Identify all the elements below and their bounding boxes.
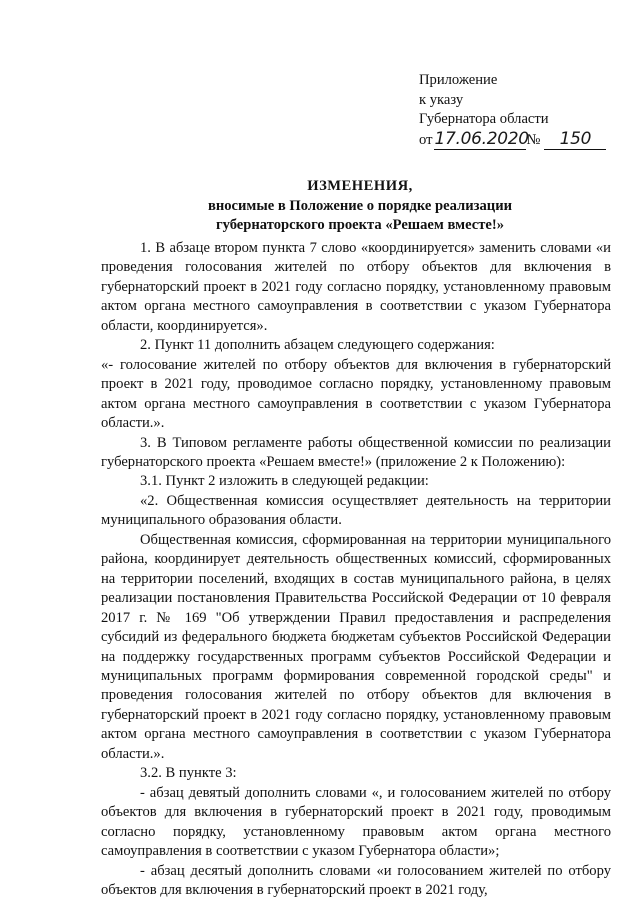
title-main: ИЗМЕНЕНИЯ, [307, 178, 413, 194]
paragraph: 1. В абзаце втором пункта 7 слово «координируется» заменить словами «и проведения голосования жителей по отбору объектов для включения в губернаторский проект в 2021 году согласно порядку, установленному правовым актом органа местного самоуправления в соответствии с указом Губернатора области, координируется». [101, 240, 611, 334]
appendix-block [419, 71, 606, 150]
paragraph: 3. В Типовом регламенте работы общественной комиссии по реализации губернаторского проекта «Решаем вместе!» (приложение 2 к Положению): [101, 434, 611, 470]
appendix-authority: Губернатора области [419, 111, 549, 127]
document-body [101, 239, 611, 900]
appendix-label: Приложение [419, 72, 498, 88]
paragraph: 3.2. В пункте 3: [140, 765, 237, 782]
title-subtitle-line-1: вносимые в Положение о порядке реализации [207, 197, 513, 214]
title-subtitle-line-2: губернаторского проекта «Решаем вместе!» [215, 217, 505, 233]
date-prefix: от [419, 131, 433, 148]
paragraph: - абзац десятый дополнить словами «и голосованием жителей по отбору объектов для включения в губернаторский проект в 2021 году, [101, 862, 611, 898]
paragraph: Общественная комиссия, сформированная на территории муниципального района, координирует деятельность общественных комиссий, сформированных на территории поселений, входящих в состав муниципального района, в целях реализации постановления Правительства Российской Федерации от 10 февраля 2017 г. № 169 "Об утверждении Правил предоставления и распределения субсидий из федерального бюджета бюджетам субъектов Российской Федерации на поддержку государственных программ субъектов Российской Федерации и муниципальных программ формирования современной городской среды" и проведения голосования жителей по отбору объектов для включения в губернаторский проект в 2021 году согласно порядку, установленному правовым актом органа местного самоуправления в соответствии с указом Губернатора области.». [101, 531, 611, 762]
handwritten-number: 150 [544, 130, 606, 151]
handwritten-date: 17.06.2020 [434, 128, 529, 149]
document-title [95, 177, 625, 236]
number-prefix: № [526, 131, 541, 148]
appendix-date-number-line [419, 130, 606, 151]
paragraph: - абзац девятый дополнить словами «, и голосованием жителей по отбору объектов для включения в губернаторский проект в 2021 году, проводимым согласно порядку, установленному правовым актом органа местного самоуправления в соответствии с указом Губернатора области»; [101, 784, 611, 860]
appendix-decree-ref: к указу [419, 91, 464, 108]
paragraph: 2. Пункт 11 дополнить абзацем следующего содержания: [140, 337, 495, 354]
paragraph: «2. Общественная комиссия осуществляет деятельность на территории муниципального образования области. [101, 492, 611, 529]
paragraph: 3.1. Пункт 2 изложить в следующей редакции: [140, 473, 429, 490]
paragraph: «- голосование жителей по отбору объектов для включения в губернаторский проект в 2021 году, проводимое согласно порядку, установленному правовым актом органа местного самоуправления в соответствии с указом Губернатора области.». [101, 356, 611, 432]
